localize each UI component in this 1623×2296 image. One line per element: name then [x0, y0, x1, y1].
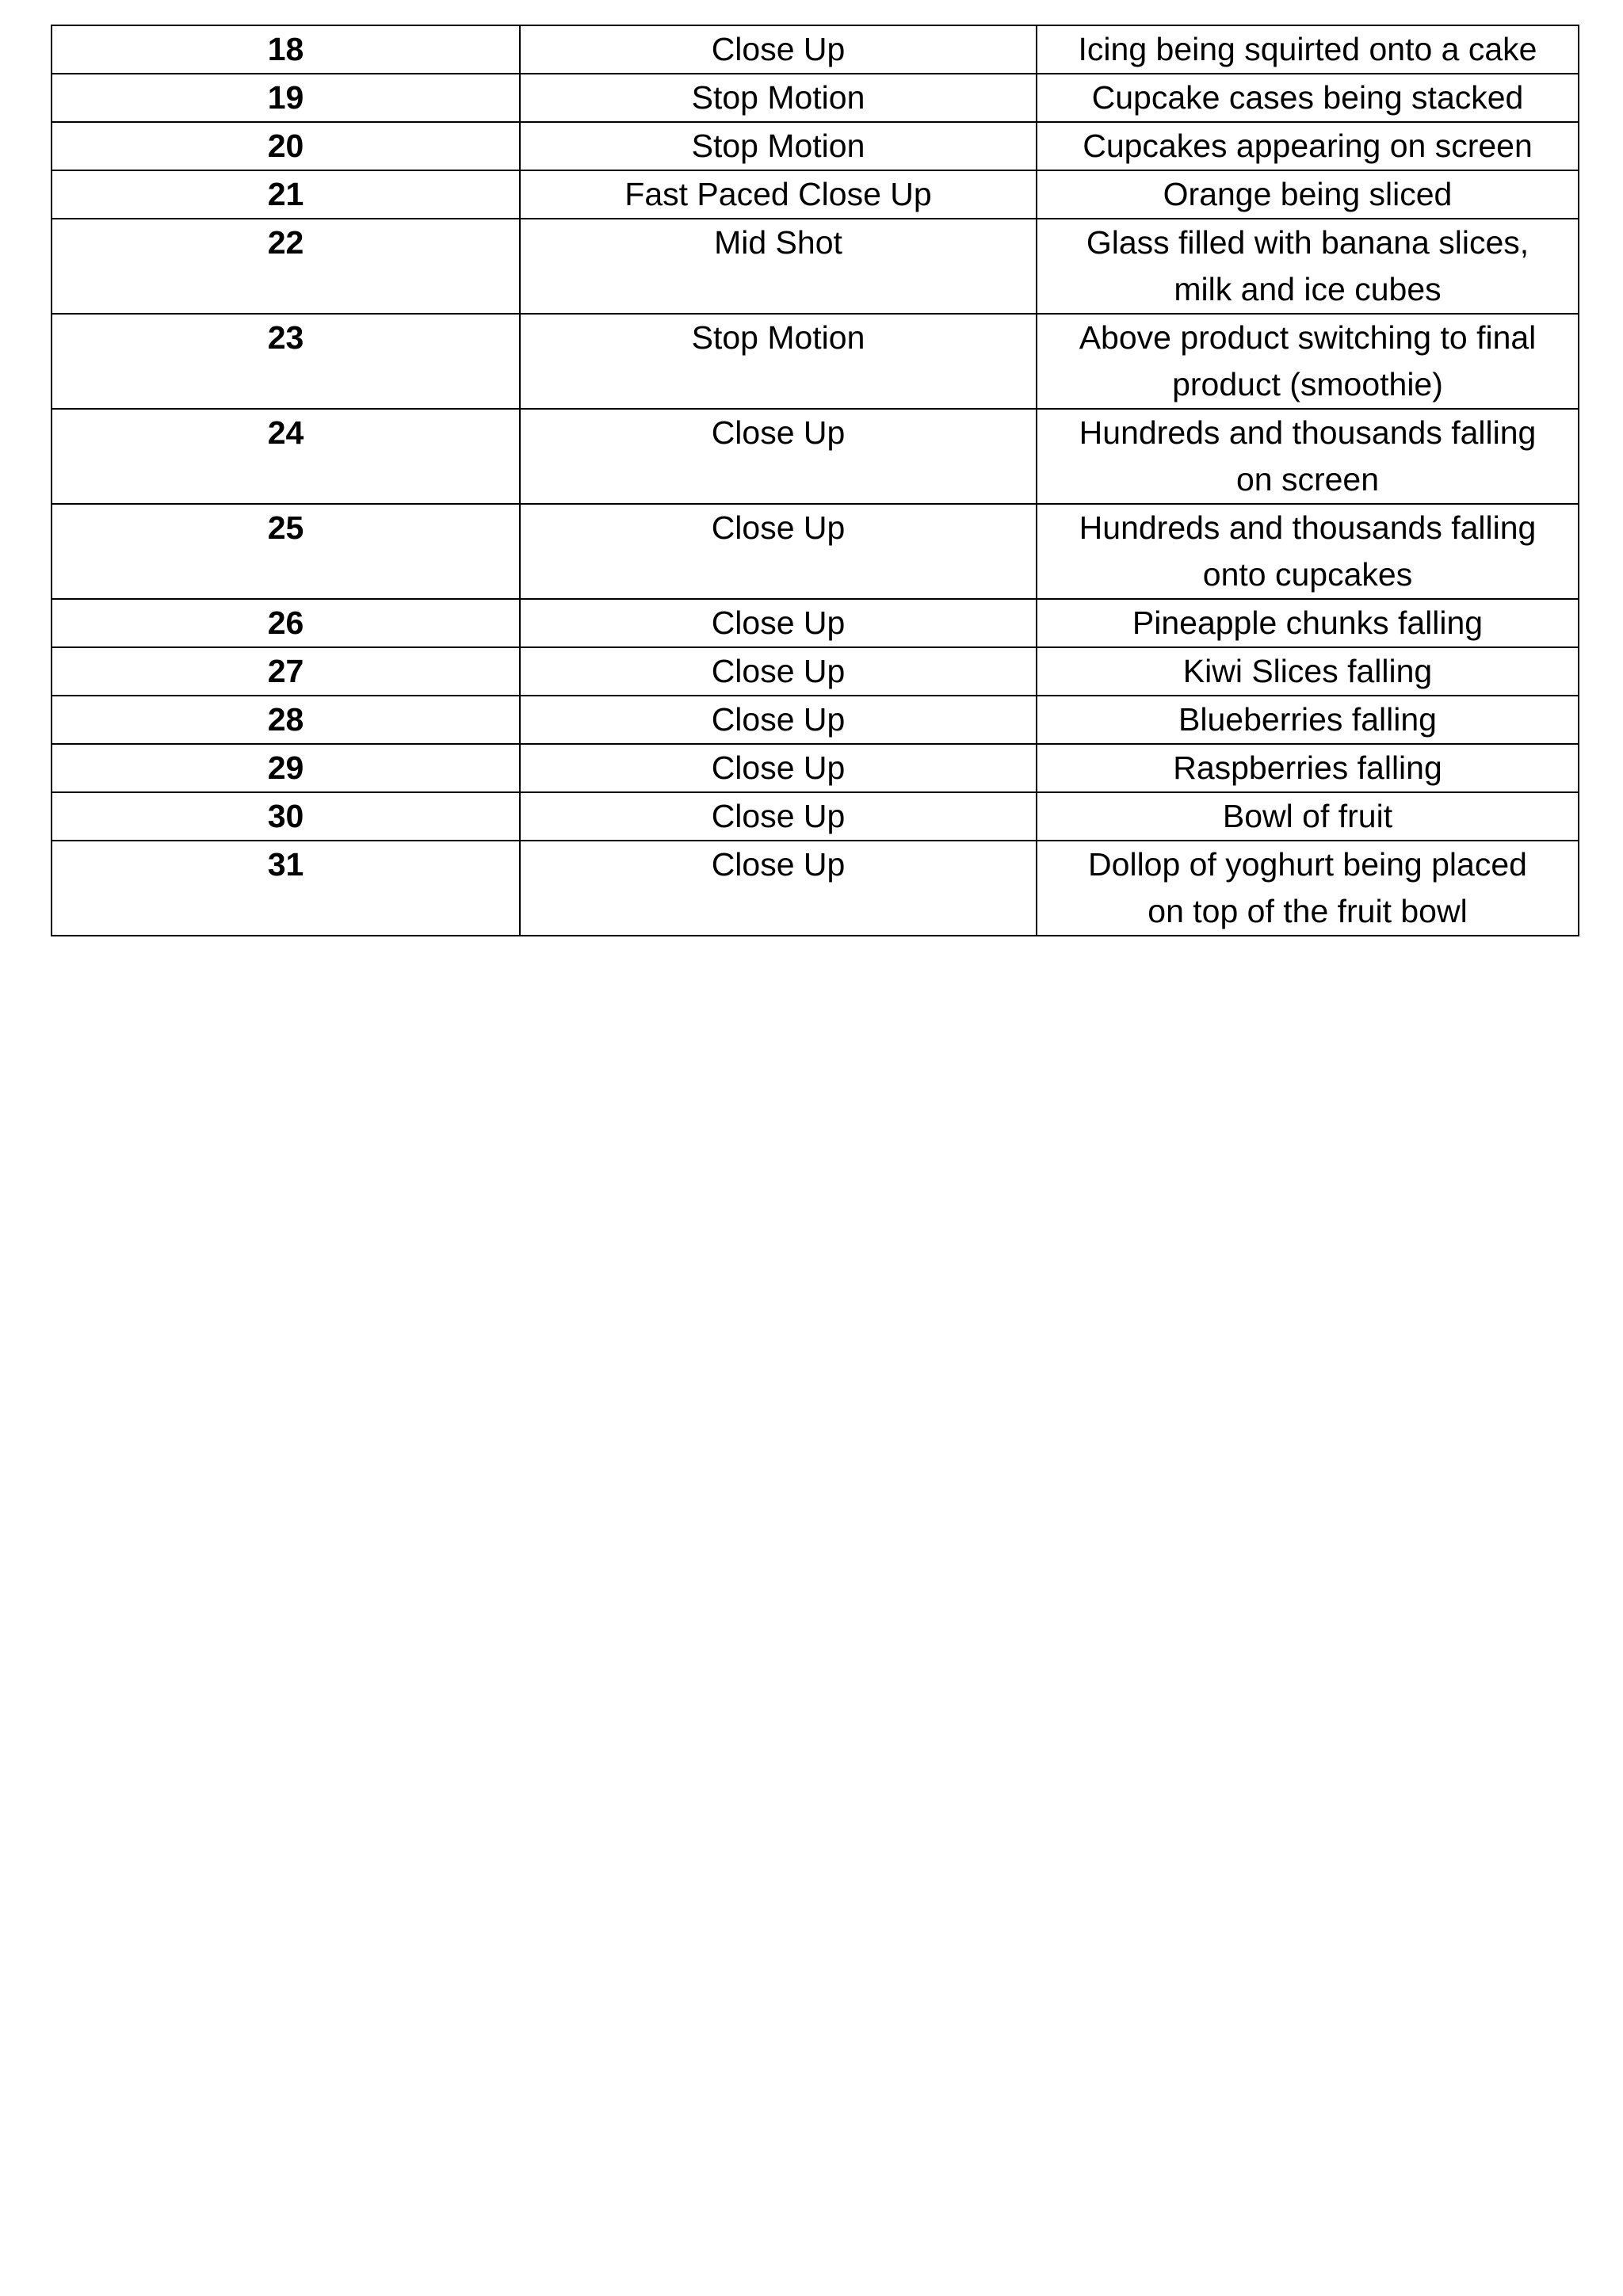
table-row	[52, 792, 1579, 841]
table-row	[52, 219, 1579, 314]
shot-number-cell: 27	[52, 647, 520, 696]
description-line: Pineapple chunks falling	[1132, 605, 1484, 641]
table-row	[52, 170, 1579, 219]
shot-number-cell: 20	[52, 122, 520, 170]
shot-type-cell: Mid Shot	[520, 219, 1037, 314]
shot-description-cell	[1037, 170, 1579, 219]
description-line: Bowl of fruit	[1222, 798, 1393, 834]
description-line: Hundreds and thousands falling	[1079, 509, 1537, 546]
description-line: Above product switching to final	[1079, 319, 1537, 356]
shot-description-cell	[1037, 122, 1579, 170]
shot-description-cell	[1037, 792, 1579, 841]
shot-number-cell: 19	[52, 74, 520, 122]
description-line: on top of the fruit bowl	[1148, 893, 1468, 929]
shot-number-cell: 28	[52, 696, 520, 744]
description-line: Cupcakes appearing on screen	[1083, 128, 1533, 164]
shot-type-cell: Close Up	[520, 792, 1037, 841]
table-row	[52, 504, 1579, 599]
description-line: Dollop of yoghurt being placed	[1088, 846, 1527, 883]
shot-number-cell: 25	[52, 504, 520, 599]
shot-number-cell: 31	[52, 841, 520, 936]
shot-number-cell: 29	[52, 744, 520, 792]
description-line: Kiwi Slices falling	[1182, 653, 1433, 689]
description-line: Blueberries falling	[1178, 701, 1437, 738]
shot-description-cell	[1037, 314, 1579, 409]
table-row	[52, 409, 1579, 504]
shot-description-cell	[1037, 647, 1579, 696]
shot-type-cell: Stop Motion	[520, 122, 1037, 170]
table-row	[52, 647, 1579, 696]
description-line: onto cupcakes	[1202, 556, 1413, 593]
shot-type-cell: Stop Motion	[520, 314, 1037, 409]
table-body	[52, 25, 1579, 936]
shot-description-cell	[1037, 409, 1579, 504]
shot-type-cell: Stop Motion	[520, 74, 1037, 122]
table-row	[52, 841, 1579, 936]
table-row	[52, 696, 1579, 744]
description-line: Hundreds and thousands falling	[1079, 414, 1537, 451]
shot-type-cell: Close Up	[520, 25, 1037, 74]
shot-description-cell	[1037, 599, 1579, 647]
table-row	[52, 25, 1579, 74]
shot-type-cell: Close Up	[520, 696, 1037, 744]
shot-number-cell: 23	[52, 314, 520, 409]
shot-number-cell: 24	[52, 409, 520, 504]
table-row	[52, 314, 1579, 409]
shot-description-cell	[1037, 74, 1579, 122]
table-row	[52, 74, 1579, 122]
shot-description-cell	[1037, 744, 1579, 792]
description-line: Raspberries falling	[1173, 749, 1442, 786]
shot-number-cell: 30	[52, 792, 520, 841]
shot-type-cell: Close Up	[520, 841, 1037, 936]
description-line: Orange being sliced	[1163, 176, 1453, 212]
shot-number-cell: 21	[52, 170, 520, 219]
shot-description-cell	[1037, 219, 1579, 314]
table-row	[52, 744, 1579, 792]
shot-number-cell: 18	[52, 25, 520, 74]
table-row	[52, 122, 1579, 170]
description-line: Cupcake cases being stacked	[1091, 79, 1524, 116]
shot-description-cell	[1037, 841, 1579, 936]
shot-type-cell: Close Up	[520, 744, 1037, 792]
description-line: product (smoothie)	[1172, 366, 1443, 402]
shot-number-cell: 26	[52, 599, 520, 647]
shot-type-cell: Close Up	[520, 504, 1037, 599]
shot-description-cell	[1037, 25, 1579, 74]
shot-type-cell: Close Up	[520, 647, 1037, 696]
description-line: Glass filled with banana slices,	[1086, 224, 1529, 261]
description-line: on screen	[1235, 461, 1380, 498]
description-line: Icing being squirted onto a cake	[1078, 31, 1537, 67]
table-row	[52, 599, 1579, 647]
shot-type-cell: Close Up	[520, 409, 1037, 504]
shot-list-table	[51, 25, 1579, 936]
shot-type-cell: Fast Paced Close Up	[520, 170, 1037, 219]
description-line: milk and ice cubes	[1174, 271, 1442, 307]
shot-description-cell	[1037, 696, 1579, 744]
shot-number-cell: 22	[52, 219, 520, 314]
shot-description-cell	[1037, 504, 1579, 599]
shot-type-cell: Close Up	[520, 599, 1037, 647]
